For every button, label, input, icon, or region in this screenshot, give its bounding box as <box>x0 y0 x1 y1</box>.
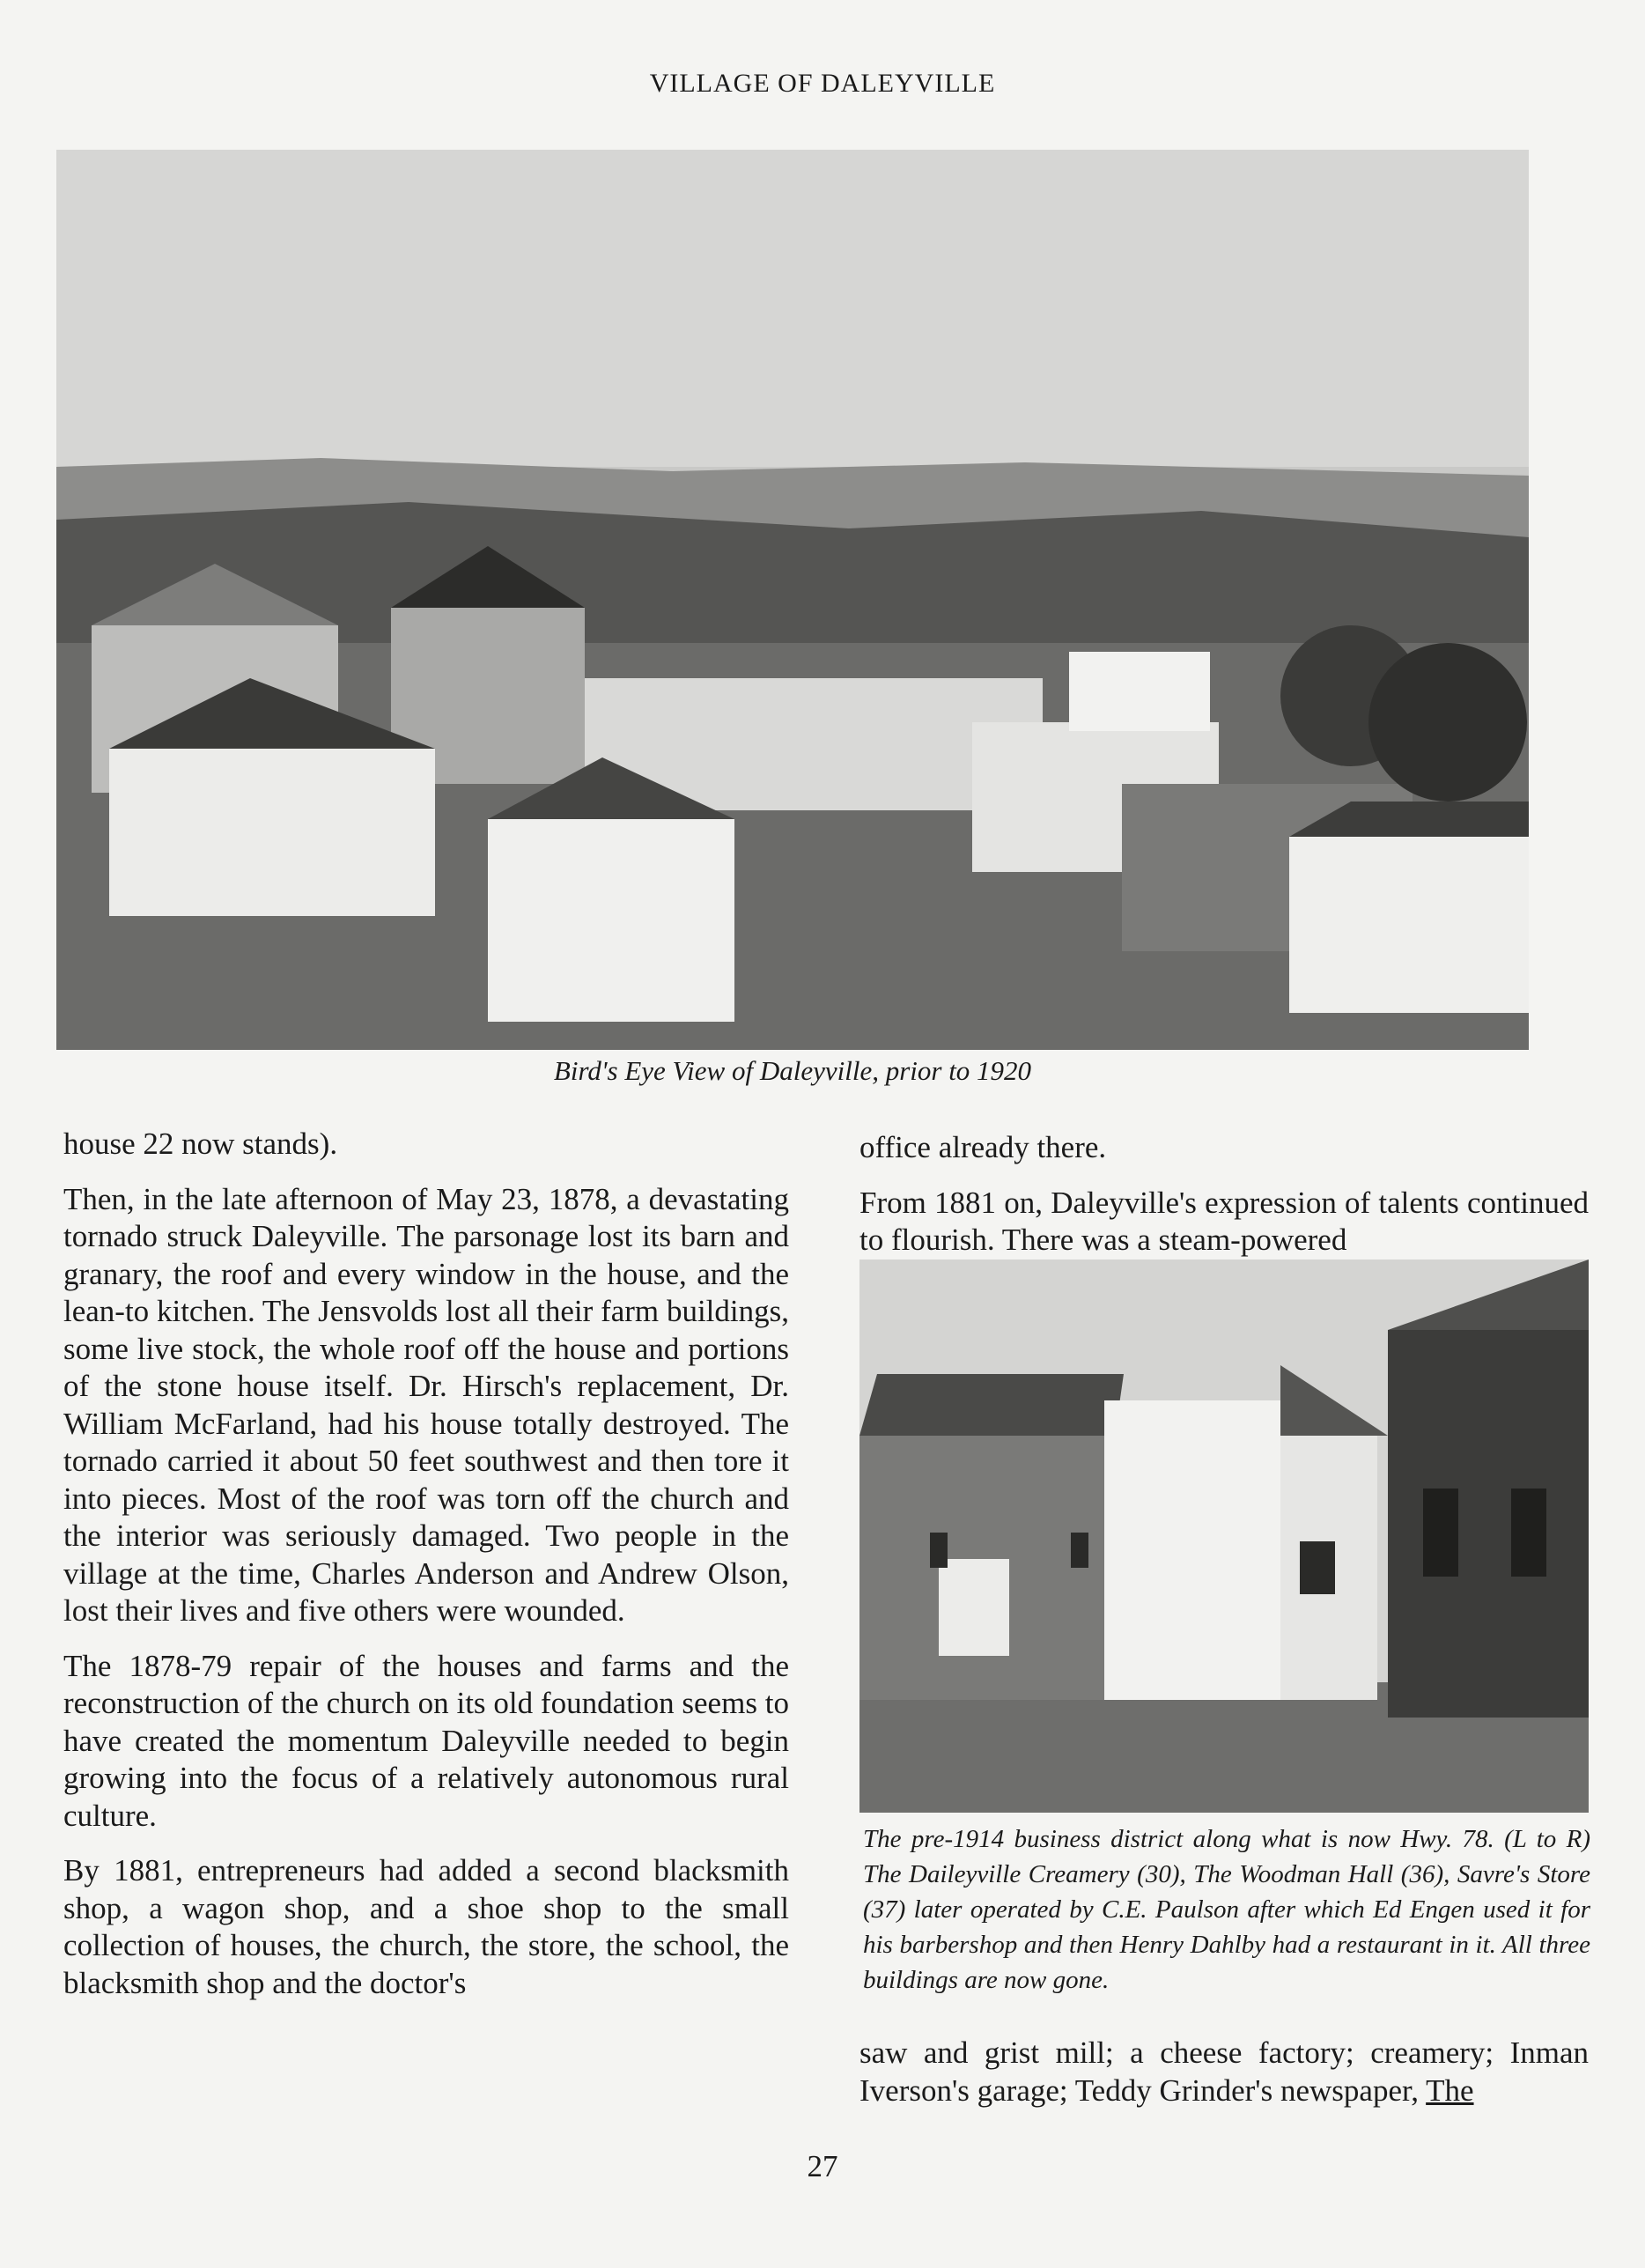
right-paragraph-3-text: saw and grist mill; a cheese factory; creamery; Inman Iverson's garage; Teddy Grinder's newspaper, <box>859 2035 1589 2108</box>
running-head: VILLAGE OF DALEYVILLE <box>649 69 996 98</box>
underlined-title-fragment: The <box>1426 2072 1474 2108</box>
right-paragraph-3 <box>859 2035 1589 2109</box>
left-column <box>63 1126 789 2020</box>
birds-eye-caption: Bird's Eye View of Daleyville, prior to 1920 <box>553 1055 1032 1086</box>
left-paragraph-3: The 1878-79 repair of the houses and farms and the reconstruction of the church on its old foundation seems to have created the momentum Daleyville needed to begin growing into the focus of a relatively autonomous rural culture. <box>63 1648 789 1833</box>
right-column-top <box>859 1129 1589 1277</box>
right-paragraph-1: office already there. <box>859 1130 1107 1164</box>
business-district-photo <box>859 1260 1589 1813</box>
right-column-bottom <box>859 2035 1589 2127</box>
left-paragraph-4: By 1881, entrepreneurs had added a second blacksmith shop, a wagon shop, and a shoe shop to the small collection of houses, the church, the store, the school, the blacksmith shop and the doctor's <box>63 1853 789 2000</box>
page-number: 27 <box>807 2149 838 2183</box>
left-paragraph-2: Then, in the late afternoon of May 23, 1878, a devastating tornado struck Daleyville. The parsonage lost its barn and granary, the roof and every window in the house, and the lean-to kitchen. The Jensvolds lost all their farm buildings, some live stock, the whole roof off the house and portions of the stone house itself. Dr. Hirsch's replacement, Dr. William McFarland, had his house totally destroyed. The tornado carried it about 50 feet southwest and then tore it into pieces. Most of the roof was torn off the church and the interior was seriously damaged. Two people in the village at the time, Charles Anderson and Andrew Olson, lost their lives and five others were wounded. <box>63 1181 789 1628</box>
business-district-caption: The pre-1914 business district along what is now Hwy. 78. (L to R) The Daileyville Creamery (30), The Woodman Hall (36), Savre's Store (37) later operated by C.E. Paulson after which Ed Engen used it for his barbershop and then Henry Dahlby had a restaurant in it. All three buildings are now gone. <box>863 1825 1590 1994</box>
right-paragraph-2: From 1881 on, Daleyville's expression of talents continued to flourish. There was a steam-powered <box>859 1185 1589 1257</box>
left-paragraph-1: house 22 now stands). <box>63 1127 338 1161</box>
birds-eye-photo <box>56 150 1529 1050</box>
